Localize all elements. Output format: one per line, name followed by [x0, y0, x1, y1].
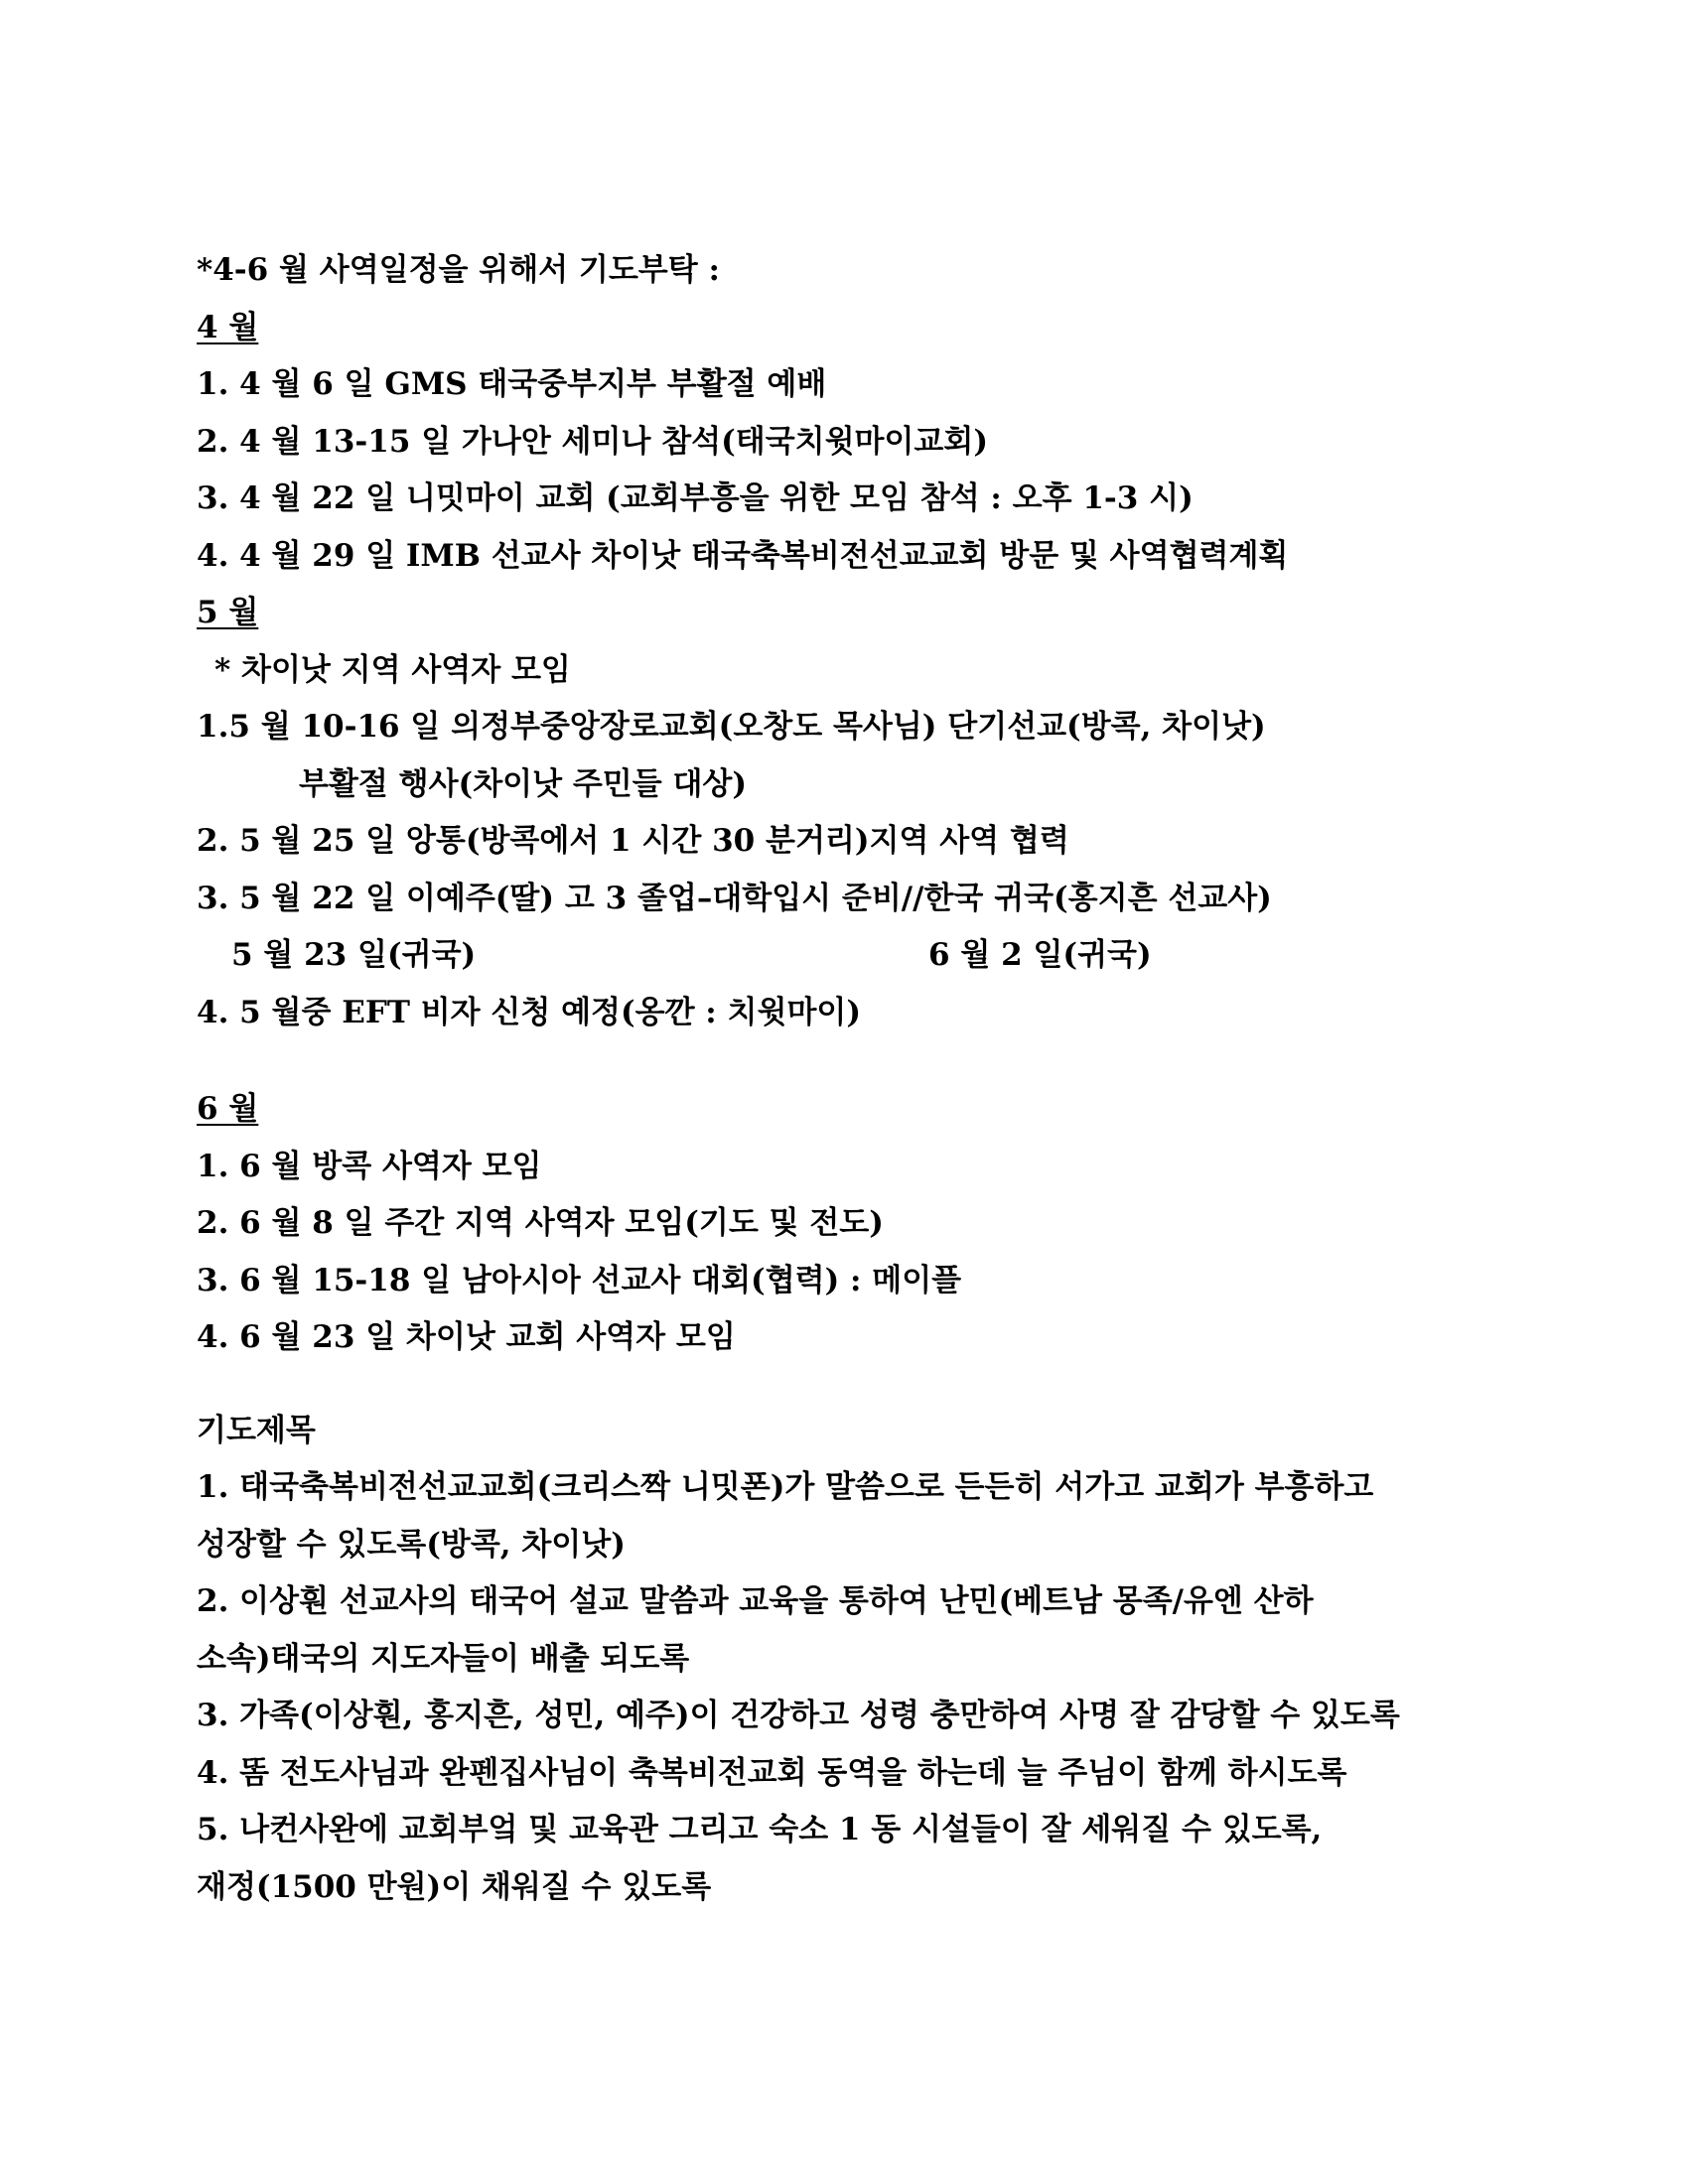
may-note: * 차이낫 지역 사역자 모임	[214, 651, 571, 688]
may-item3-right-date: 6 월 2 일(귀국)	[928, 937, 1152, 973]
may-item: 3. 5 월 22 일 이예주(딸) 고 3 졸업–대학입시 준비//한국 귀국(홍지흔 선교사)	[197, 880, 1272, 916]
june-item: 2. 6 월 8 일 주간 지역 사역자 모임(기도 및 전도)	[197, 1205, 884, 1241]
april-item: 2. 4 월 13-15 일 가나안 세미나 참석(태국치윗마이교회)	[197, 423, 988, 460]
april-item: 4. 4 월 29 일 IMB 선교사 차이낫 태국축복비전선교교회 방문 및 사역협력계획	[197, 537, 1289, 574]
may-heading: 5 월	[197, 595, 259, 630]
may-item3-left-date: 5 월 23 일(귀국)	[231, 937, 477, 973]
april-item: 3. 4 월 22 일 니밋마이 교회 (교회부흥을 위한 모임 참석 : 오후 1-3 시)	[197, 480, 1194, 516]
april-heading: 4 월	[197, 309, 259, 345]
prayer-line: 소속)태국의 지도자들이 배출 되도록	[197, 1640, 690, 1677]
may-item3-dates	[197, 927, 1587, 985]
prayer-line: 1. 태국축복비전선교교회(크리스짝 니밋폰)가 말씀으로 든든히 서가고 교회가 부흥하고	[197, 1469, 1374, 1505]
may-item-sub: 부활절 행사(차이낫 주민들 대상)	[299, 765, 748, 802]
may-item: 1.5 월 10-16 일 의정부중앙장로교회(오창도 목사님) 단기선교(방콕, 차이낫)	[197, 709, 1266, 745]
prayer-line: 2. 이상훤 선교사의 태국어 설교 말씀과 교육을 통하여 난민(베트남 몽족/유엔 산하	[197, 1583, 1314, 1619]
prayer-line: 4. 똠 전도사님과 완펜집사님이 축복비전교회 동역을 하는데 늘 주님이 함께 하시도록	[197, 1754, 1347, 1791]
april-item: 1. 4 월 6 일 GMS 태국중부지부 부활절 예배	[197, 366, 827, 402]
document-page	[197, 242, 1587, 1916]
june-item: 4. 6 월 23 일 차이낫 교회 사역자 모임	[197, 1319, 736, 1355]
section-spacer	[197, 1367, 1587, 1403]
intro-line: *4-6 월 사역일정을 위해서 기도부탁 :	[197, 252, 720, 288]
prayer-line: 재정(1500 만원)이 채워질 수 있도록	[197, 1868, 712, 1905]
june-heading: 6 월	[197, 1091, 259, 1127]
prayer-heading: 기도제목	[197, 1412, 316, 1448]
may-item: 2. 5 월 25 일 앙통(방콕에서 1 시간 30 분거리)지역 사역 협력	[197, 823, 1069, 859]
prayer-line: 5. 나컨사완에 교회부엌 및 교육관 그리고 숙소 1 동 시설들이 잘 세워질 수 있도록,	[197, 1812, 1323, 1847]
prayer-line: 성장할 수 있도록(방콕, 차이낫)	[197, 1526, 626, 1563]
june-item: 3. 6 월 15-18 일 남아시아 선교사 대회(협력) : 메이플	[197, 1262, 962, 1298]
section-spacer	[197, 1041, 1587, 1081]
may-item: 4. 5 월중 EFT 비자 신청 예정(옹깐 : 치윗마이)	[197, 994, 861, 1030]
june-item: 1. 6 월 방콕 사역자 모임	[197, 1148, 542, 1184]
prayer-line: 3. 가족(이상훤, 홍지흔, 성민, 예주)이 건강하고 성령 충만하여 사명 잘 감당할 수 있도록	[197, 1698, 1400, 1733]
